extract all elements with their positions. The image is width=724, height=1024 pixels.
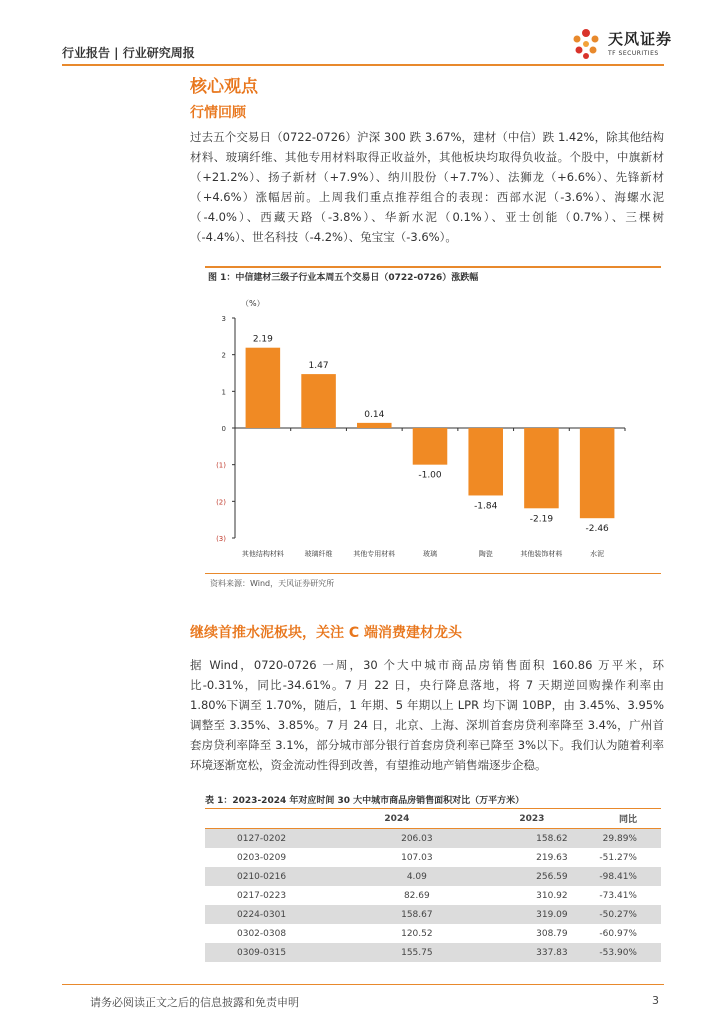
figure-title: 图 1：中信建材三级子行业本周五个交易日（0722-0726）涨跌幅 — [208, 273, 479, 283]
bar — [524, 428, 559, 508]
table-cell: 82.69 — [403, 890, 430, 901]
section-title: 核心观点 — [190, 77, 258, 97]
y-tick-label: (3) — [216, 535, 226, 543]
x-category-label: 陶瓷 — [478, 550, 493, 558]
table-cell: 308.79 — [536, 928, 568, 939]
bar — [357, 423, 392, 428]
table-cell: 256.59 — [464, 867, 599, 886]
bar — [413, 428, 448, 465]
table-header-cell: 2024 — [329, 809, 464, 829]
table-header-cell — [205, 809, 329, 829]
y-tick-label: (1) — [216, 461, 226, 470]
table-cell: 0302-0308 — [237, 928, 287, 939]
section2-title: 继续首推水泥板块，关注 C 端消费建材龙头 — [190, 625, 463, 641]
y-tick-label: 2 — [221, 351, 226, 360]
figure-source: 资料来源：Wind，天风证券研究所 — [210, 579, 335, 588]
header-divider — [62, 64, 664, 66]
bar-value-label: 2.19 — [252, 334, 273, 345]
x-category-label: 其他专用材料 — [353, 550, 396, 558]
table-header-cell: 2023 — [464, 809, 599, 829]
y-tick-label: 1 — [221, 388, 226, 397]
page-number: 3 — [652, 994, 659, 1007]
bar-value-label: 1.47 — [308, 361, 329, 372]
y-tick-label: 0 — [221, 425, 226, 433]
table-cell: 107.03 — [401, 852, 433, 863]
table-row — [205, 924, 661, 943]
table-row — [205, 867, 661, 886]
table-cell: -73.41% — [599, 890, 637, 901]
table-cell: -98.41% — [599, 867, 661, 886]
review-title: 行情回顾 — [190, 105, 246, 121]
table-row — [205, 848, 661, 867]
x-category-label: 水泥 — [590, 550, 605, 558]
table-header-cell: 同比 — [599, 809, 661, 829]
company-logo — [568, 26, 678, 62]
bar-value-label: -1.84 — [474, 501, 498, 512]
x-category-label: 玻璃纤维 — [304, 550, 333, 558]
logo-name-cn: 天风证券 — [608, 30, 673, 48]
table-row — [205, 905, 661, 924]
table-row — [205, 943, 661, 962]
table-header-row — [205, 809, 661, 829]
bar — [468, 428, 503, 495]
table-cell: 155.75 — [329, 943, 464, 962]
table-cell: 120.52 — [401, 928, 433, 939]
bar-value-label: -1.00 — [418, 470, 442, 481]
table-cell: 158.62 — [464, 829, 599, 849]
bar — [246, 348, 281, 428]
table-cell: 0127-0202 — [205, 829, 329, 849]
x-category-label: 其他装饰材料 — [520, 550, 563, 558]
table-cell: 0217-0223 — [237, 890, 287, 901]
review-paragraph: 过去五个交易日（0722-0726）沪深 300 跌 3.67%，建材（中信）跌 1.42%，除其他结构材料、玻璃纤维、其他专用材料取得正收益外，其他板块均取得负收益。个股中，中旗新材（+21.2%）、扬子新材（+7.9%）、纳川股份（+7.7%）、法狮龙（+6.6%）、先锋新材（+4.6%）涨幅居前。上周我们重点推荐组合的表现：西部水泥（-3.6%）、海螺水泥（-4.0%）、西藏天路（-3.8%）、华新水泥（0.1%）、亚士创能（0.7%）、三棵树（-4.4%）、世名科技（-4.2%）、兔宝宝（-3.6%）。 — [190, 130, 664, 244]
x-category-label: 玻璃 — [423, 550, 437, 558]
table-cell: 4.09 — [329, 867, 464, 886]
table-cell: 206.03 — [329, 829, 464, 849]
y-tick-label: 3 — [221, 315, 226, 323]
bar-value-label: 0.14 — [364, 409, 385, 420]
logo-name-en: TF SECURITIES — [608, 50, 659, 57]
table-cell: 0210-0216 — [205, 867, 329, 886]
table-row — [205, 886, 661, 905]
bar-value-label: -2.46 — [585, 524, 609, 535]
bar — [580, 428, 615, 518]
report-breadcrumb: 行业报告 | 行业研究周报 — [62, 46, 195, 60]
table-cell: 337.83 — [464, 943, 599, 962]
table-cell: 0309-0315 — [205, 943, 329, 962]
footer-disclaimer: 请务必阅读正文之后的信息披露和免责申明 — [90, 996, 299, 1009]
x-category-label: 其他结构材料 — [241, 550, 284, 558]
table-cell: -50.27% — [599, 905, 661, 924]
table-cell: 29.89% — [599, 829, 661, 849]
logo-flower-icon — [568, 26, 604, 62]
y-tick-label: (2) — [216, 498, 226, 507]
section2-paragraph: 据 Wind，0720-0726 一周，30 个大中城市商品房销售面积 160.86 万平米，环比-0.31%，同比-34.61%。7 月 22 日，央行降息落地，将 7 天期逆回购操作利率由 1.80%下调至 1.70%，随后，1 年期、5 年期以上 LPR 均下调 10BP，由 3.45%、3.95%调整至 3.35%、3.85%。7 月 24 日，北京、上海、深圳首套房贷利率降至 3.4%，广州首套房贷利率降至 3.1%，部分城市部分银行首套房贷利率已降至 3%以下。我们认为随着利率环境逐渐宽松，资金流动性得到改善，有望推动地产销售端逐步企稳。 — [190, 658, 664, 772]
bar-value-label: -2.19 — [529, 514, 554, 525]
sales-area-table — [205, 808, 661, 962]
footer-divider — [62, 984, 664, 985]
table-cell: 219.63 — [536, 852, 568, 863]
table-cell: 158.67 — [329, 905, 464, 924]
table-cell: -53.90% — [599, 943, 661, 962]
table-cell: 310.92 — [536, 890, 568, 901]
y-axis-unit-label: （%） — [241, 299, 265, 308]
bar-chart — [205, 290, 661, 565]
bar — [301, 374, 336, 428]
table-row — [205, 829, 661, 849]
table-title: 表 1：2023-2024 年对应时间 30 大中城市商品房销售面积对比（万平方米） — [205, 796, 525, 806]
table-cell: -51.27% — [599, 852, 637, 863]
table-cell: 0224-0301 — [205, 905, 329, 924]
table-cell: -60.97% — [599, 928, 637, 939]
table-cell: 319.09 — [464, 905, 599, 924]
table-cell: 0203-0209 — [237, 852, 287, 863]
